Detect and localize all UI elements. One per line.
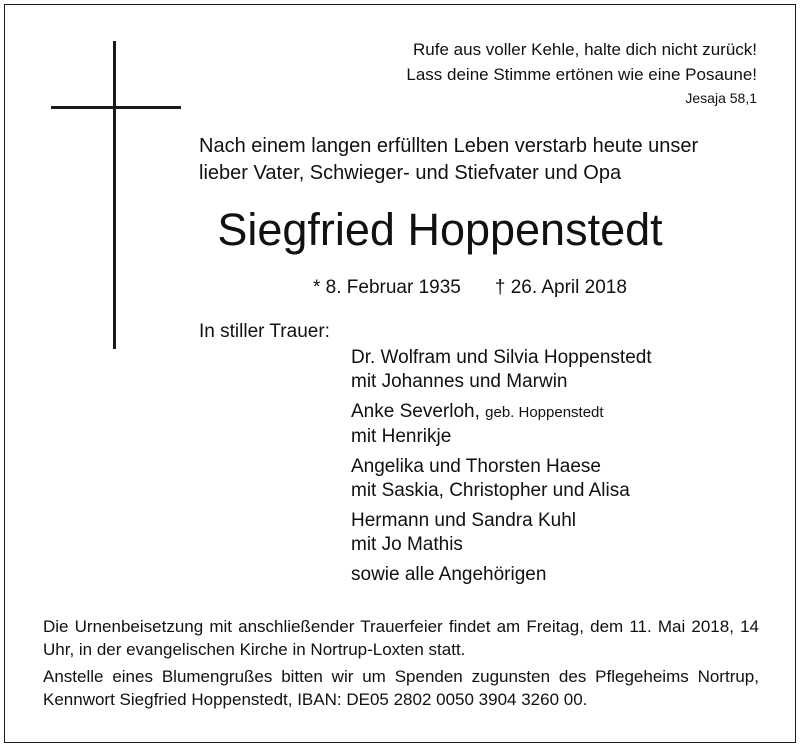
verse-line-1: Rufe aus voller Kehle, halte dich nicht zurück! — [413, 40, 757, 59]
verse-reference: Jesaja 58,1 — [685, 90, 757, 106]
verse-line-2: Lass deine Stimme ertönen wie eine Posaune! — [406, 65, 757, 84]
birth-date: * 8. Februar 1935 — [313, 277, 461, 298]
mourner-maiden-name: geb. Hoppenstedt — [485, 404, 604, 421]
cross-icon — [113, 41, 116, 349]
mourner-group — [351, 509, 652, 557]
mourner-line: Angelika und Thorsten Haese — [351, 456, 601, 477]
footer-info — [43, 616, 759, 711]
mourner-group — [351, 455, 652, 503]
mourner-line: mit Jo Mathis — [351, 534, 463, 555]
mourner-name: Anke Severloh, — [351, 401, 480, 422]
mourner-group — [351, 400, 652, 449]
death-date: † 26. April 2018 — [494, 277, 627, 298]
ceremony-info: Die Urnenbeisetzung mit anschließender Trauerfeier findet am Freitag, dem 11. Mai 2018, 14 Uhr, in der evangelischen Kirche in Nortrup-Loxten statt. — [43, 617, 759, 659]
intro-line-1: Nach einem langen erfüllten Leben verstarb heute unser — [199, 135, 699, 157]
donation-info: Anstelle eines Blumengrußes bitten wir um Spenden zugunsten des Pflegeheims Nortrup, Kennwort Siegfried Hoppenstedt, IBAN: DE05 2802 0050 3904 3260 00. — [43, 667, 759, 709]
mourners-list — [351, 346, 652, 593]
intro-line-2: lieber Vater, Schwieger- und Stiefvater und Opa — [199, 162, 622, 184]
mourner-line — [351, 400, 652, 425]
mourner-line: Dr. Wolfram und Silvia Hoppenstedt — [351, 347, 652, 368]
mourner-line: mit Saskia, Christopher und Alisa — [351, 480, 630, 501]
life-dates — [313, 275, 627, 301]
mourner-group — [351, 346, 652, 394]
mourner-line: Hermann und Sandra Kuhl — [351, 510, 576, 531]
mourners-closing: sowie alle Angehörigen — [351, 564, 547, 585]
bible-verse — [406, 37, 757, 109]
intro-text — [199, 133, 698, 187]
mourning-label: In stiller Trauer: — [199, 321, 330, 342]
cross-icon-bar — [51, 106, 181, 109]
mourner-line: mit Henrikje — [351, 426, 452, 447]
obituary-notice — [4, 4, 796, 743]
mourner-line: mit Johannes und Marwin — [351, 371, 568, 392]
deceased-name: Siegfried Hoppenstedt — [217, 204, 663, 255]
